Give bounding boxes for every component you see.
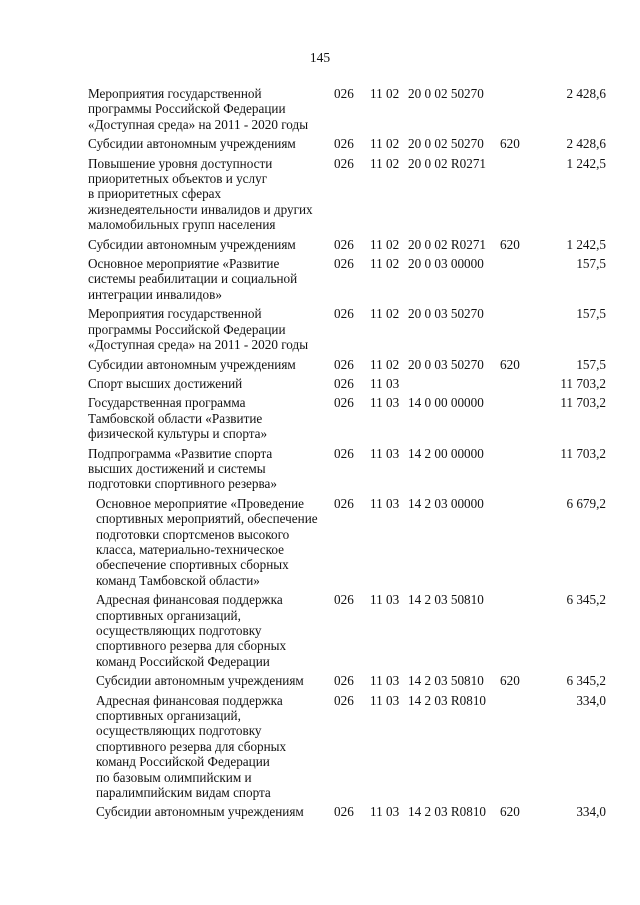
section-code: 11 03 <box>370 592 400 608</box>
target-article: 20 0 02 R0271 <box>408 155 487 171</box>
ministry-code: 026 <box>334 673 354 689</box>
ministry-code: 026 <box>334 155 354 171</box>
target-article: 20 0 03 50270 <box>408 306 484 322</box>
section-code: 11 03 <box>370 395 400 411</box>
table-row <box>88 256 608 302</box>
target-article: 14 2 03 R0810 <box>408 692 487 708</box>
row-name: Субсидии автономным учреждениям <box>96 673 304 689</box>
table-row <box>88 376 608 391</box>
row-name: Основное мероприятие «Развитие системы реабилитации и социальной интеграции инвалидов» <box>88 256 298 302</box>
amount: 11 703,2 <box>560 375 606 391</box>
page-number: 145 <box>309 50 331 65</box>
table-row <box>88 446 608 492</box>
section-code: 11 03 <box>370 692 400 708</box>
section-code: 11 03 <box>370 375 400 391</box>
row-name: Мероприятия государственной программы Российской Федерации «Доступная среда» на 2011 - 2020 годы <box>88 86 309 132</box>
target-article: 14 2 03 R0810 <box>408 804 487 820</box>
expense-type: 620 <box>500 804 520 820</box>
target-article: 14 2 03 50810 <box>408 592 484 608</box>
section-code: 11 03 <box>370 495 400 511</box>
section-code: 11 02 <box>370 236 400 252</box>
amount: 6 679,2 <box>566 495 606 511</box>
expense-type: 620 <box>500 356 520 372</box>
section-code: 11 02 <box>370 86 400 101</box>
row-name: Адресная финансовая поддержка спортивных организаций, осуществляющих подготовку спортивного резерва для сборных команд Российской Федерации по базовым олимпийским и паралимпийским видам спорта <box>96 692 287 801</box>
row-name: Основное мероприятие «Проведение спортивных мероприятий, обеспечение подготовки спортсменов высокого класса, материально-техническое обеспечение спортивных сборных команд Тамбовской области» <box>96 495 318 588</box>
row-name: Субсидии автономным учреждениям <box>96 804 304 820</box>
table-row <box>88 237 608 252</box>
target-article: 20 0 03 50270 <box>408 356 484 372</box>
ministry-code: 026 <box>334 86 354 101</box>
target-article: 20 0 02 50270 <box>408 136 484 152</box>
section-code: 11 03 <box>370 445 400 461</box>
amount: 2 428,6 <box>566 136 606 152</box>
row-name: Субсидии автономным учреждениям <box>88 356 296 372</box>
row-name: Мероприятия государственной программы Российской Федерации «Доступная среда» на 2011 - 2020 годы <box>88 306 309 353</box>
amount: 6 345,2 <box>566 592 606 608</box>
expense-type: 620 <box>500 136 520 152</box>
ministry-code: 026 <box>334 495 354 511</box>
amount: 157,5 <box>576 356 606 372</box>
table-row <box>88 693 608 801</box>
row-name: Государственная программа Тамбовской области «Развитие физической культуры и спорта» <box>88 395 268 442</box>
ministry-code: 026 <box>334 592 354 608</box>
amount: 157,5 <box>576 306 606 322</box>
section-code: 11 02 <box>370 356 400 372</box>
table-row <box>88 86 608 132</box>
section-code: 11 03 <box>370 804 400 820</box>
row-name: Подпрограмма «Развитие спорта высших достижений и системы подготовки спортивного резерва» <box>88 445 278 492</box>
amount: 2 428,6 <box>566 86 606 101</box>
table-row <box>88 496 608 588</box>
section-code: 11 02 <box>370 155 400 171</box>
amount: 334,0 <box>576 692 606 708</box>
row-name: Повышение уровня доступности приоритетных объектов и услуг в приоритетных сферах жизнедеятельности инвалидов и других маломобильных групп населения <box>88 155 313 233</box>
table-row <box>88 592 608 669</box>
ministry-code: 026 <box>334 395 354 411</box>
table-row <box>88 156 608 233</box>
ministry-code: 026 <box>334 356 354 372</box>
ministry-code: 026 <box>334 804 354 820</box>
budget-table <box>88 86 608 824</box>
row-name: Субсидии автономным учреждениям <box>88 136 296 152</box>
section-code: 11 02 <box>370 136 400 152</box>
expense-type: 620 <box>500 236 520 252</box>
table-row <box>88 395 608 441</box>
table-row <box>88 306 608 352</box>
ministry-code: 026 <box>334 445 354 461</box>
row-name: Субсидии автономным учреждениям <box>88 236 296 252</box>
ministry-code: 026 <box>334 256 354 272</box>
section-code: 11 02 <box>370 306 400 322</box>
target-article: 20 0 03 00000 <box>408 256 484 272</box>
amount: 11 703,2 <box>560 445 606 461</box>
ministry-code: 026 <box>334 306 354 322</box>
target-article: 14 2 03 00000 <box>408 495 484 511</box>
ministry-code: 026 <box>334 375 354 391</box>
amount: 334,0 <box>576 804 606 820</box>
target-article: 14 0 00 00000 <box>408 395 484 411</box>
ministry-code: 026 <box>334 236 354 252</box>
section-code: 11 03 <box>370 673 400 689</box>
table-row <box>88 804 608 819</box>
ministry-code: 026 <box>334 692 354 708</box>
amount: 1 242,5 <box>566 236 606 252</box>
table-row <box>88 357 608 372</box>
row-name: Спорт высших достижений <box>88 375 243 391</box>
section-code: 11 02 <box>370 256 400 272</box>
amount: 6 345,2 <box>566 673 606 689</box>
amount: 157,5 <box>576 256 606 272</box>
row-name: Адресная финансовая поддержка спортивных организаций, осуществляющих подготовку спортивного резерва для сборных команд Российской Федерации <box>96 592 287 669</box>
expense-type: 620 <box>500 673 520 689</box>
table-row <box>88 673 608 688</box>
target-article: 20 0 02 R0271 <box>408 236 487 252</box>
target-article: 14 2 03 50810 <box>408 673 484 689</box>
target-article: 20 0 02 50270 <box>408 86 484 101</box>
amount: 1 242,5 <box>566 155 606 171</box>
table-row <box>88 136 608 151</box>
amount: 11 703,2 <box>560 395 606 411</box>
ministry-code: 026 <box>334 136 354 152</box>
target-article: 14 2 00 00000 <box>408 445 484 461</box>
